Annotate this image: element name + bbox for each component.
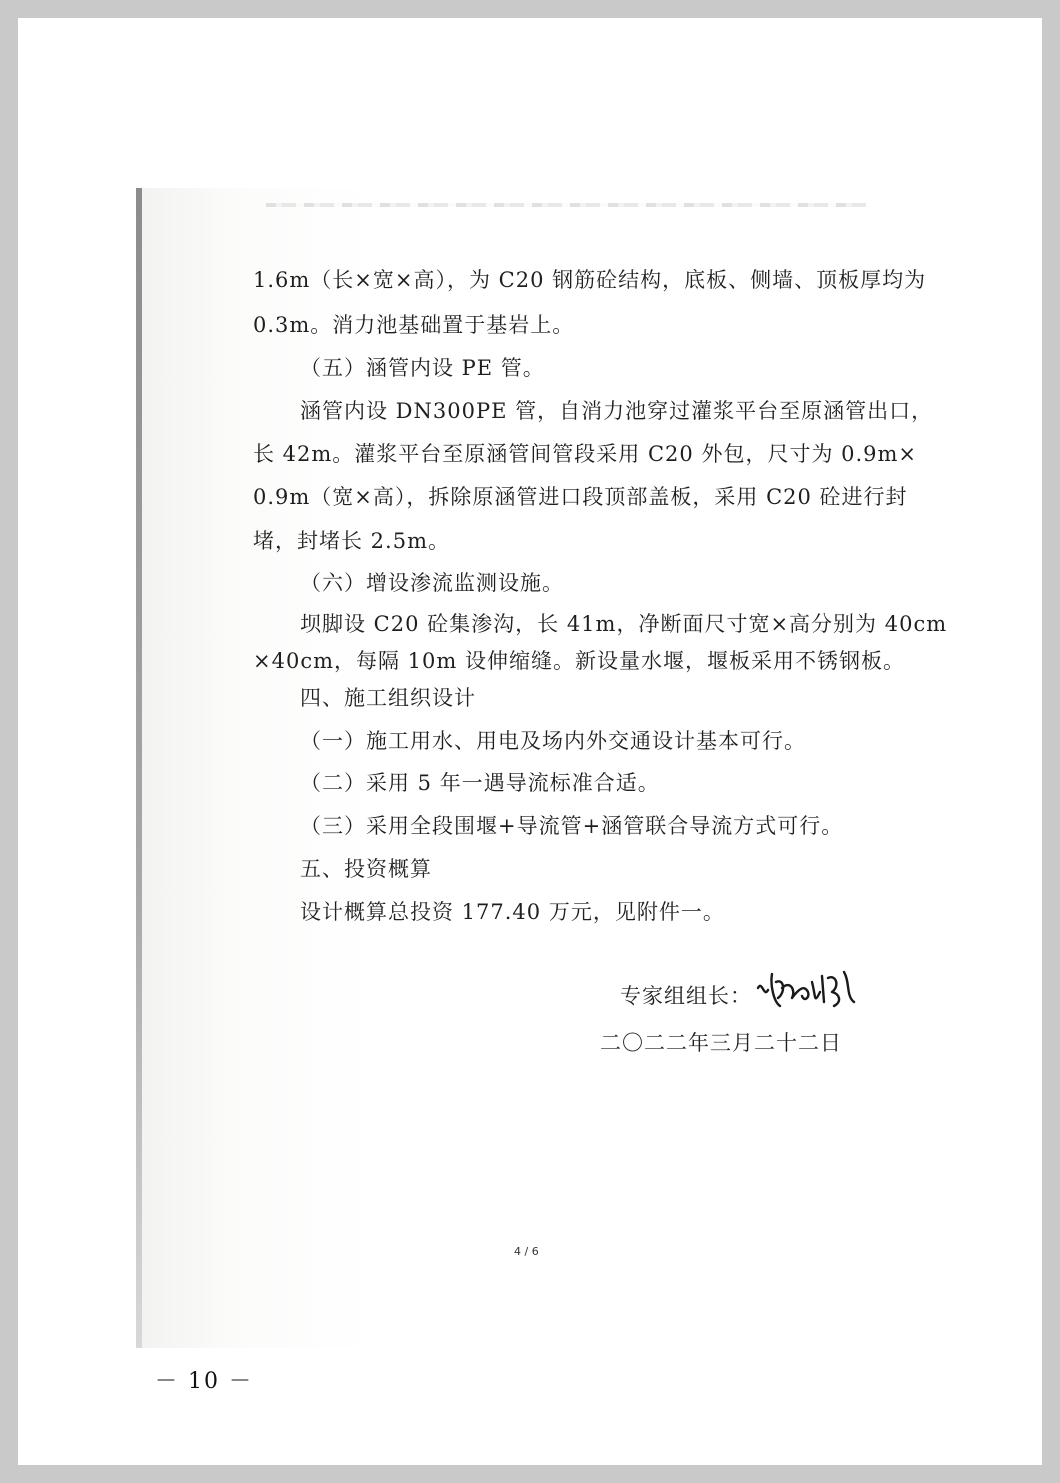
body-line-1: 1.6m（长×宽×高），为 C20 钢筋砼结构，底板、侧墙、顶板厚均为 <box>253 268 927 292</box>
page-number: － 10 － <box>155 1369 253 1394</box>
handwritten-signature <box>754 968 864 1012</box>
body-line-16: 设计概算总投资 177.40 万元，见附件一。 <box>300 900 725 924</box>
body-line-4: 涵管内设 DN300PE 管，自消力池穿过灌浆平台至原涵管出口， <box>300 399 934 423</box>
body-line-2: 0.3m。消力池基础置于基岩上。 <box>253 313 575 337</box>
section-heading-6: （六）增设渗流监测设施。 <box>300 571 564 595</box>
list-item-3: （三）采用全段围堰+导流管+涵管联合导流方式可行。 <box>300 814 844 838</box>
scan-page-number: 4 / 6 <box>514 1245 539 1258</box>
list-item-2: （二）采用 5 年一遇导流标准合适。 <box>300 771 660 795</box>
chapter-heading-4: 四、施工组织设计 <box>300 686 476 710</box>
document-date: 二〇二二年三月二十二日 <box>600 1031 842 1055</box>
scan-artifact <box>266 203 866 207</box>
body-line-10: ×40cm，每隔 10m 设伸缩缝。新设量水堰，堰板采用不锈钢板。 <box>253 649 905 673</box>
list-item-1: （一）施工用水、用电及场内外交通设计基本可行。 <box>300 729 806 753</box>
body-line-6: 0.9m（宽×高），拆除原涵管进口段顶部盖板，采用 C20 砼进行封 <box>253 485 908 509</box>
signature-row <box>620 978 864 1012</box>
body-line-5: 长 42m。灌浆平台至原涵管间管段采用 C20 外包，尺寸为 0.9m× <box>253 442 918 466</box>
body-line-9: 坝脚设 C20 砼集渗沟，长 41m，净断面尺寸宽×高分别为 40cm <box>300 612 948 636</box>
scan-edge-shadow <box>136 188 142 1348</box>
body-line-7: 堵，封堵长 2.5m。 <box>253 529 450 553</box>
section-heading-5: （五）涵管内设 PE 管。 <box>300 356 545 380</box>
signature-label: 专家组组长： <box>620 984 752 1008</box>
chapter-heading-5: 五、投资概算 <box>300 857 432 881</box>
